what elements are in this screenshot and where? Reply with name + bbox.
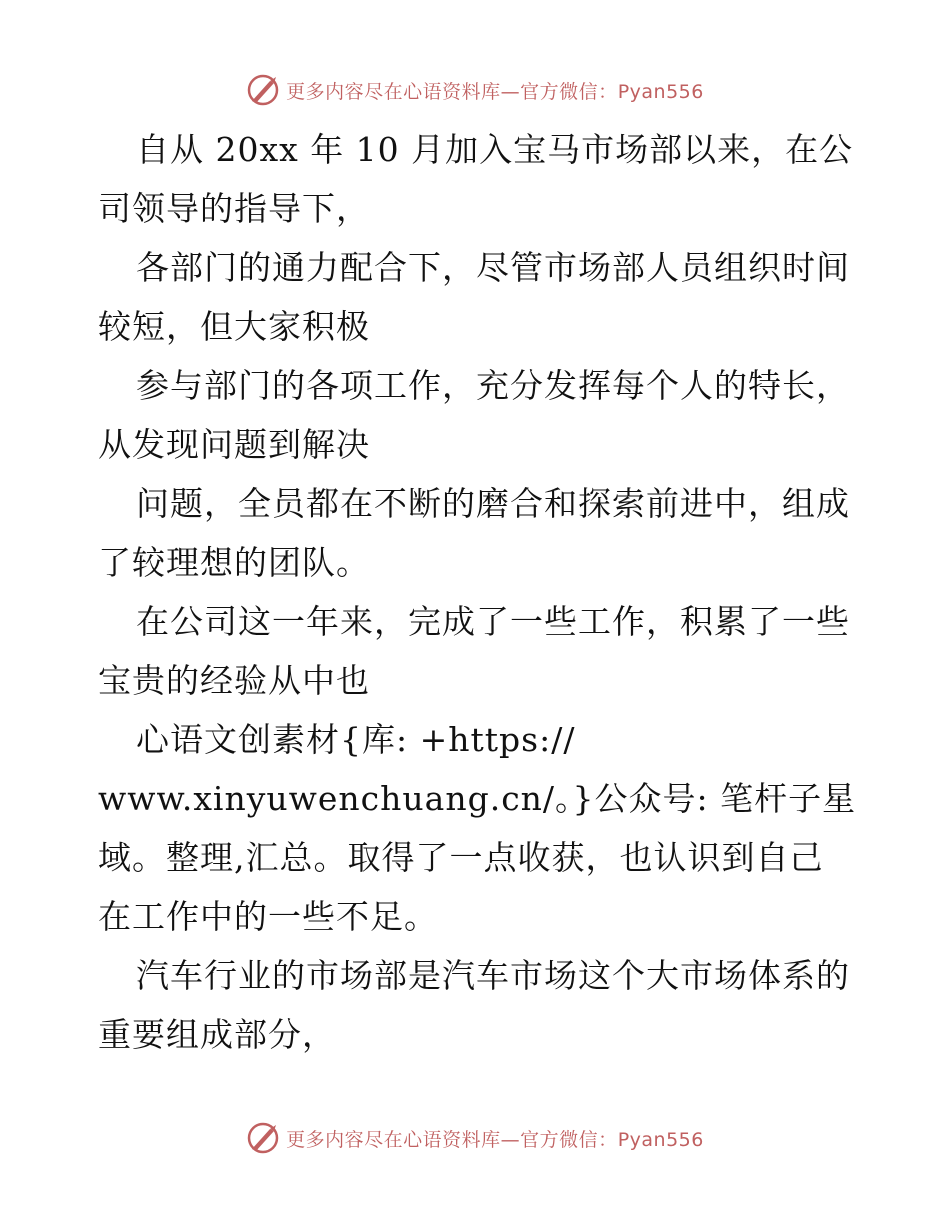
text-line: 自从 20xx 年 10 月加入宝马市场部以来，在公	[136, 130, 854, 169]
text-line: 重要组成部分，	[98, 1015, 336, 1054]
text-line: 了较理想的团队。	[98, 543, 370, 582]
document-body	[98, 120, 858, 1064]
header-banner	[0, 70, 950, 110]
text-line: 汽车行业的市场部是汽车市场这个大市场体系的	[136, 956, 850, 995]
text-line: 参与部门的各项工作，充分发挥每个人的特长，	[136, 366, 850, 405]
wechat-id: Pyan556	[617, 80, 704, 103]
text-line: 较短，但大家积极	[98, 307, 370, 346]
text-line: 在公司这一年来，完成了一些工作，积累了一些	[136, 602, 850, 641]
footer-banner	[0, 1118, 950, 1158]
text-line: 从发现问题到解决	[98, 425, 370, 464]
text-line: www.xinyuwenchuang.cn/。}公众号: 笔杆子星	[98, 779, 857, 818]
text-line: 心语文创素材{库: +https://	[136, 720, 576, 759]
text-line: 司领导的指导下，	[98, 189, 370, 228]
quill-pen-circle-logo	[246, 73, 280, 107]
quill-pen-circle-logo	[246, 1121, 280, 1155]
text-line: 宝贵的经验从中也	[98, 661, 370, 700]
text-line: 在工作中的一些不足。	[98, 897, 438, 936]
text-line: 域。整理,汇总。取得了一点收获，也认识到自己	[98, 838, 824, 877]
text-line: 各部门的通力配合下，尽管市场部人员组织时间	[136, 248, 850, 287]
text-line: 问题，全员都在不断的磨合和探索前进中，组成	[136, 484, 850, 523]
banner-text: 更多内容尽在心语资料库—官方微信：Pyan556	[286, 1128, 704, 1151]
wechat-id: Pyan556	[617, 1128, 704, 1151]
banner-text: 更多内容尽在心语资料库—官方微信：Pyan556	[286, 80, 704, 103]
